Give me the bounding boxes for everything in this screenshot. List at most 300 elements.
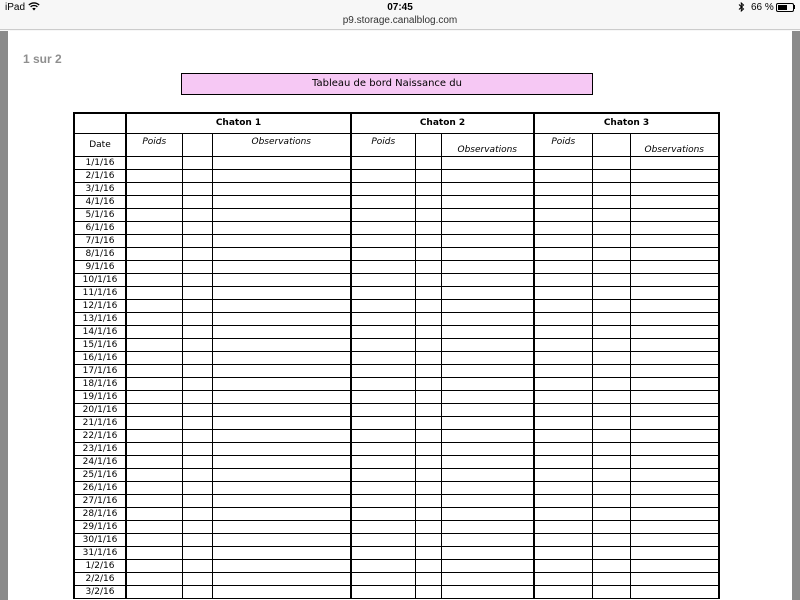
empty-cell [441, 508, 534, 521]
empty-cell [415, 443, 441, 456]
group-header-chaton-3: Chaton 3 [534, 113, 719, 134]
poids-header-3: Poids [534, 134, 592, 157]
empty-cell [630, 261, 719, 274]
page-margin-right [792, 31, 800, 600]
empty-cell [630, 573, 719, 586]
empty-cell [534, 300, 592, 313]
empty-cell [351, 274, 415, 287]
empty-cell [534, 378, 592, 391]
empty-cell [441, 573, 534, 586]
empty-cell [126, 404, 182, 417]
empty-cell [415, 261, 441, 274]
empty-cell [592, 352, 630, 365]
group-header-row [74, 113, 719, 134]
empty-cell [126, 495, 182, 508]
empty-cell [534, 482, 592, 495]
empty-cell [212, 261, 351, 274]
table-row [74, 521, 719, 534]
empty-cell [630, 443, 719, 456]
empty-cell [534, 417, 592, 430]
table-row [74, 209, 719, 222]
empty-cell [534, 404, 592, 417]
empty-cell [182, 521, 212, 534]
empty-cell [212, 521, 351, 534]
group-header-chaton-2: Chaton 2 [351, 113, 534, 134]
date-header: Date [74, 134, 126, 157]
date-cell: 11/1/16 [74, 287, 126, 300]
empty-cell [441, 261, 534, 274]
empty-cell [351, 300, 415, 313]
empty-cell [126, 170, 182, 183]
empty-cell [441, 456, 534, 469]
empty-cell [126, 560, 182, 573]
empty-cell [182, 391, 212, 404]
empty-cell [182, 547, 212, 560]
header-corner [74, 113, 126, 134]
empty-cell [534, 547, 592, 560]
empty-cell [534, 261, 592, 274]
empty-cell [415, 547, 441, 560]
empty-cell [415, 391, 441, 404]
empty-cell [592, 209, 630, 222]
empty-cell [415, 235, 441, 248]
empty-cell [592, 469, 630, 482]
empty-cell [630, 430, 719, 443]
empty-cell [441, 274, 534, 287]
empty-cell [212, 456, 351, 469]
empty-cell [441, 352, 534, 365]
empty-cell [182, 248, 212, 261]
table-row [74, 313, 719, 326]
table-row [74, 352, 719, 365]
empty-cell [126, 235, 182, 248]
empty-cell [441, 586, 534, 599]
empty-cell [182, 417, 212, 430]
date-cell: 18/1/16 [74, 378, 126, 391]
empty-cell [415, 170, 441, 183]
empty-cell [592, 170, 630, 183]
empty-cell [351, 534, 415, 547]
empty-cell [534, 157, 592, 170]
empty-cell [212, 586, 351, 599]
empty-cell [212, 313, 351, 326]
empty-cell [182, 443, 212, 456]
blank-header-3 [592, 134, 630, 157]
empty-cell [212, 482, 351, 495]
empty-cell [212, 508, 351, 521]
empty-cell [212, 326, 351, 339]
empty-cell [415, 508, 441, 521]
empty-cell [441, 430, 534, 443]
column-header-row [74, 134, 719, 157]
empty-cell [351, 209, 415, 222]
table-row [74, 495, 719, 508]
battery-icon [776, 3, 794, 12]
empty-cell [441, 404, 534, 417]
empty-cell [351, 183, 415, 196]
empty-cell [415, 248, 441, 261]
table-row [74, 287, 719, 300]
date-cell: 21/1/16 [74, 417, 126, 430]
empty-cell [351, 287, 415, 300]
empty-cell [126, 248, 182, 261]
date-cell: 28/1/16 [74, 508, 126, 521]
empty-cell [534, 274, 592, 287]
table-row [74, 560, 719, 573]
empty-cell [351, 508, 415, 521]
date-cell: 4/1/16 [74, 196, 126, 209]
table-row [74, 157, 719, 170]
empty-cell [212, 365, 351, 378]
empty-cell [592, 365, 630, 378]
empty-cell [212, 443, 351, 456]
empty-cell [126, 456, 182, 469]
observations-header-2: Observations [441, 134, 534, 157]
empty-cell [182, 508, 212, 521]
empty-cell [212, 430, 351, 443]
date-cell: 24/1/16 [74, 456, 126, 469]
date-cell: 20/1/16 [74, 404, 126, 417]
empty-cell [592, 430, 630, 443]
date-cell: 31/1/16 [74, 547, 126, 560]
empty-cell [415, 365, 441, 378]
empty-cell [351, 456, 415, 469]
table-row [74, 248, 719, 261]
empty-cell [592, 391, 630, 404]
empty-cell [534, 573, 592, 586]
empty-cell [351, 391, 415, 404]
empty-cell [126, 339, 182, 352]
empty-cell [441, 534, 534, 547]
empty-cell [592, 261, 630, 274]
date-cell: 8/1/16 [74, 248, 126, 261]
empty-cell [415, 495, 441, 508]
empty-cell [534, 534, 592, 547]
date-cell: 13/1/16 [74, 313, 126, 326]
battery-nub [794, 5, 795, 9]
empty-cell [630, 222, 719, 235]
empty-cell [182, 287, 212, 300]
empty-cell [351, 235, 415, 248]
empty-cell [441, 248, 534, 261]
date-cell: 25/1/16 [74, 469, 126, 482]
empty-cell [212, 300, 351, 313]
date-cell: 26/1/16 [74, 482, 126, 495]
empty-cell [126, 222, 182, 235]
date-cell: 3/1/16 [74, 183, 126, 196]
empty-cell [534, 586, 592, 599]
empty-cell [534, 222, 592, 235]
empty-cell [630, 586, 719, 599]
date-cell: 14/1/16 [74, 326, 126, 339]
empty-cell [182, 339, 212, 352]
empty-cell [415, 209, 441, 222]
empty-cell [592, 534, 630, 547]
table-row [74, 586, 719, 599]
empty-cell [630, 391, 719, 404]
empty-cell [592, 417, 630, 430]
empty-cell [534, 430, 592, 443]
empty-cell [182, 326, 212, 339]
empty-cell [630, 560, 719, 573]
empty-cell [415, 534, 441, 547]
battery-percent: 66 % [751, 2, 774, 13]
empty-cell [126, 430, 182, 443]
empty-cell [126, 352, 182, 365]
empty-cell [415, 521, 441, 534]
empty-cell [630, 287, 719, 300]
empty-cell [592, 521, 630, 534]
empty-cell [534, 391, 592, 404]
empty-cell [592, 248, 630, 261]
empty-cell [441, 521, 534, 534]
empty-cell [415, 586, 441, 599]
empty-cell [351, 157, 415, 170]
empty-cell [630, 521, 719, 534]
empty-cell [441, 378, 534, 391]
empty-cell [534, 560, 592, 573]
poids-header-1: Poids [126, 134, 182, 157]
empty-cell [441, 209, 534, 222]
table-row [74, 339, 719, 352]
empty-cell [415, 326, 441, 339]
table-row [74, 235, 719, 248]
empty-cell [630, 404, 719, 417]
empty-cell [126, 482, 182, 495]
table-row [74, 300, 719, 313]
empty-cell [351, 443, 415, 456]
empty-cell [441, 326, 534, 339]
table-row [74, 547, 719, 560]
empty-cell [351, 170, 415, 183]
empty-cell [212, 352, 351, 365]
empty-cell [126, 157, 182, 170]
empty-cell [441, 365, 534, 378]
empty-cell [126, 183, 182, 196]
empty-cell [212, 235, 351, 248]
empty-cell [182, 365, 212, 378]
empty-cell [351, 521, 415, 534]
empty-cell [534, 521, 592, 534]
empty-cell [415, 469, 441, 482]
empty-cell [441, 170, 534, 183]
empty-cell [534, 196, 592, 209]
table-row [74, 417, 719, 430]
empty-cell [534, 495, 592, 508]
empty-cell [534, 365, 592, 378]
empty-cell [212, 209, 351, 222]
address-bar[interactable]: p9.storage.canalblog.com [342, 15, 458, 26]
empty-cell [182, 534, 212, 547]
date-cell: 12/1/16 [74, 300, 126, 313]
table-body [74, 157, 719, 599]
address-bar-divider [0, 29, 800, 30]
empty-cell [592, 157, 630, 170]
empty-cell [592, 274, 630, 287]
date-cell: 10/1/16 [74, 274, 126, 287]
empty-cell [592, 222, 630, 235]
empty-cell [415, 560, 441, 573]
empty-cell [534, 339, 592, 352]
empty-cell [415, 417, 441, 430]
empty-cell [592, 495, 630, 508]
empty-cell [351, 586, 415, 599]
empty-cell [212, 495, 351, 508]
date-cell: 29/1/16 [74, 521, 126, 534]
empty-cell [630, 170, 719, 183]
empty-cell [351, 378, 415, 391]
empty-cell [351, 547, 415, 560]
empty-cell [182, 378, 212, 391]
empty-cell [126, 300, 182, 313]
table-row [74, 183, 719, 196]
empty-cell [126, 196, 182, 209]
empty-cell [212, 469, 351, 482]
empty-cell [351, 339, 415, 352]
empty-cell [182, 313, 212, 326]
table-row [74, 534, 719, 547]
empty-cell [182, 274, 212, 287]
empty-cell [441, 339, 534, 352]
table-row [74, 365, 719, 378]
empty-cell [630, 157, 719, 170]
empty-cell [212, 417, 351, 430]
date-cell: 27/1/16 [74, 495, 126, 508]
empty-cell [534, 443, 592, 456]
empty-cell [182, 456, 212, 469]
empty-cell [182, 560, 212, 573]
empty-cell [415, 183, 441, 196]
empty-cell [182, 300, 212, 313]
empty-cell [441, 300, 534, 313]
date-cell: 1/2/16 [74, 560, 126, 573]
empty-cell [592, 326, 630, 339]
empty-cell [126, 313, 182, 326]
device-name: iPad [5, 2, 26, 13]
empty-cell [351, 248, 415, 261]
blank-header-1 [182, 134, 212, 157]
clock: 07:45 [387, 2, 413, 13]
empty-cell [441, 560, 534, 573]
empty-cell [441, 469, 534, 482]
empty-cell [415, 287, 441, 300]
table-row [74, 170, 719, 183]
empty-cell [212, 560, 351, 573]
empty-cell [126, 287, 182, 300]
date-cell: 5/1/16 [74, 209, 126, 222]
empty-cell [441, 495, 534, 508]
date-cell: 2/2/16 [74, 573, 126, 586]
empty-cell [126, 521, 182, 534]
empty-cell [592, 378, 630, 391]
empty-cell [126, 469, 182, 482]
empty-cell [592, 300, 630, 313]
empty-cell [351, 261, 415, 274]
empty-cell [592, 287, 630, 300]
empty-cell [351, 326, 415, 339]
empty-cell [534, 313, 592, 326]
empty-cell [592, 573, 630, 586]
empty-cell [351, 482, 415, 495]
empty-cell [441, 183, 534, 196]
empty-cell [630, 547, 719, 560]
empty-cell [351, 495, 415, 508]
empty-cell [126, 508, 182, 521]
empty-cell [592, 560, 630, 573]
empty-cell [126, 274, 182, 287]
empty-cell [212, 170, 351, 183]
table-row [74, 508, 719, 521]
empty-cell [534, 183, 592, 196]
empty-cell [415, 196, 441, 209]
table-row [74, 196, 719, 209]
empty-cell [351, 573, 415, 586]
empty-cell [212, 196, 351, 209]
empty-cell [126, 547, 182, 560]
empty-cell [182, 261, 212, 274]
empty-cell [592, 456, 630, 469]
empty-cell [534, 287, 592, 300]
empty-cell [415, 482, 441, 495]
table-row [74, 482, 719, 495]
empty-cell [415, 378, 441, 391]
table-row [74, 391, 719, 404]
table-row [74, 274, 719, 287]
empty-cell [630, 378, 719, 391]
observations-header-1: Observations [212, 134, 351, 157]
date-cell: 30/1/16 [74, 534, 126, 547]
empty-cell [182, 196, 212, 209]
empty-cell [126, 378, 182, 391]
table-row [74, 261, 719, 274]
empty-cell [592, 235, 630, 248]
empty-cell [441, 547, 534, 560]
empty-cell [415, 430, 441, 443]
empty-cell [630, 209, 719, 222]
empty-cell [534, 170, 592, 183]
empty-cell [126, 326, 182, 339]
empty-cell [126, 534, 182, 547]
empty-cell [441, 287, 534, 300]
date-cell: 16/1/16 [74, 352, 126, 365]
empty-cell [630, 196, 719, 209]
date-cell: 3/2/16 [74, 586, 126, 599]
empty-cell [126, 417, 182, 430]
table-row [74, 222, 719, 235]
empty-cell [126, 573, 182, 586]
empty-cell [630, 365, 719, 378]
empty-cell [630, 352, 719, 365]
empty-cell [630, 534, 719, 547]
empty-cell [212, 274, 351, 287]
blank-header-2 [415, 134, 441, 157]
empty-cell [351, 430, 415, 443]
empty-cell [182, 495, 212, 508]
empty-cell [182, 170, 212, 183]
empty-cell [212, 339, 351, 352]
table-row [74, 326, 719, 339]
empty-cell [534, 235, 592, 248]
empty-cell [592, 586, 630, 599]
poids-header-2: Poids [351, 134, 415, 157]
status-bar [0, 0, 800, 14]
empty-cell [630, 495, 719, 508]
empty-cell [415, 456, 441, 469]
date-cell: 23/1/16 [74, 443, 126, 456]
empty-cell [182, 469, 212, 482]
data-table [73, 112, 720, 599]
table-row [74, 378, 719, 391]
